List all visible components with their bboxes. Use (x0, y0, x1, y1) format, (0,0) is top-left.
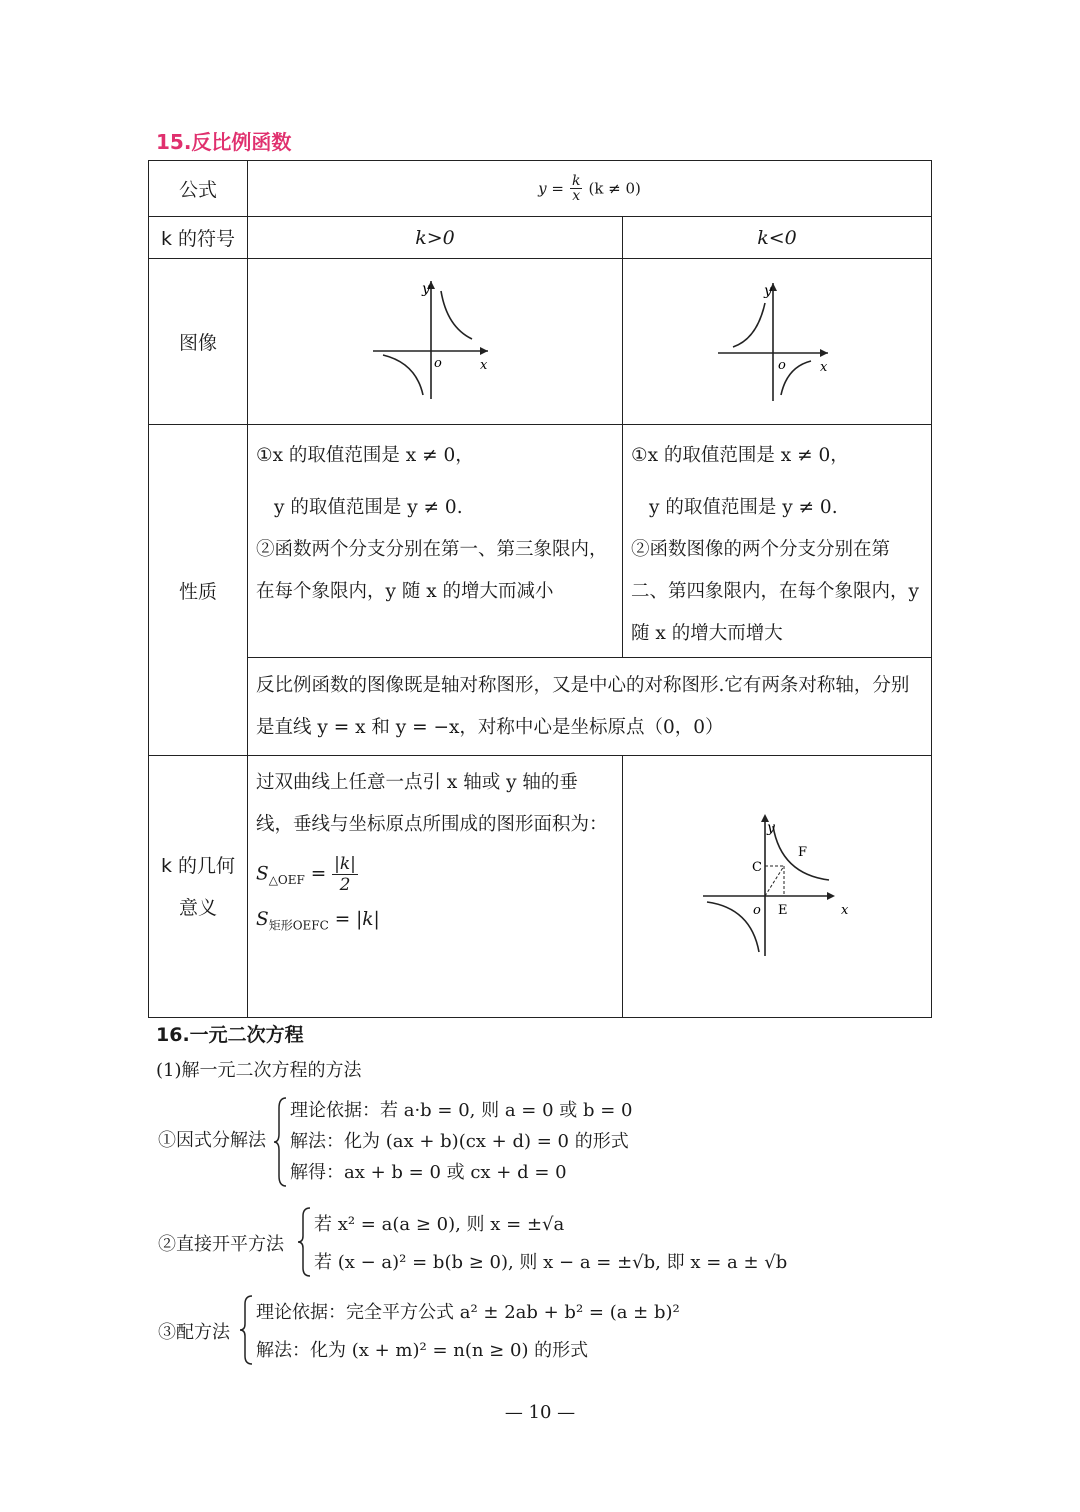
section-15-title: 15.反比例函数 (156, 130, 292, 154)
method-square-root-name: ②直接开平方法 (158, 1234, 284, 1255)
geo-y-label: y (767, 820, 775, 836)
geo-point-c: C (752, 860, 762, 875)
graph-k-positive (248, 259, 623, 425)
geo-point-f: F (798, 845, 808, 860)
graph-label: 图像 (149, 259, 248, 425)
symmetry-cell (248, 658, 932, 756)
page-number: — 10 — (504, 1402, 576, 1423)
inverse-function-table (148, 160, 932, 1018)
geometric-meaning-text-cell (248, 756, 623, 1018)
method-1-line-3: 解得：ax + b = 0 或 cx + d = 0 (290, 1162, 567, 1183)
graph1-origin-label: o (434, 356, 442, 371)
pos-prop-2: ②函数两个分支分别在第一、第三象限内，在每个象限内，y 随 x 的增大而减小 (256, 539, 608, 602)
rectangle-area-formula: $S_{矩形OEFC} = |k|$ (256, 909, 380, 933)
neg-prop-2: ②函数图像的两个分支分别在第二、第四象限内，在每个象限内，y 随 x 的增大而增大 (631, 539, 919, 644)
solving-methods-heading: (1)解一元二次方程的方法 (156, 1060, 362, 1081)
graph1-y-label: y (422, 281, 430, 297)
properties-k-positive (248, 425, 623, 658)
method-3-line-2: 解法：化为 (x + m)² = n(n ≥ 0) 的形式 (256, 1340, 589, 1361)
sign-label: k 的符号 (149, 217, 248, 259)
graph1-x-label: x (480, 358, 488, 373)
symmetry-text: 反比例函数的图像既是轴对称图形，又是中心的对称图形.它有两条对称轴，分别是直线 y = x 和 y = −x，对称中心是坐标原点（0，0） (256, 674, 910, 738)
hyperbola-quadrants-2-4-graph (623, 259, 932, 419)
triangle-area-formula: $S_{\triangle OEF}$ = $\frac{|k|}{2}$ (256, 854, 356, 895)
geometric-meaning-graph-cell (623, 756, 932, 1018)
hyperbola-quadrants-1-3-graph (248, 259, 623, 419)
method-1-line-1: 理论依据：若 a·b = 0, 则 a = 0 或 b = 0 (290, 1100, 633, 1121)
properties-label: 性质 (149, 425, 248, 756)
section-16-title: 16.一元二次方程 (156, 1024, 304, 1046)
geo-x-label: x (841, 903, 849, 918)
geo-origin-label: o (753, 903, 761, 918)
formula-prefix: y = (538, 179, 564, 198)
neg-prop-1b: y 的取值范围是 y ≠ 0. (649, 497, 838, 518)
graph2-origin-label: o (778, 358, 786, 373)
method-completing-square-name: ③配方法 (158, 1322, 230, 1343)
area-geometric-graph (623, 756, 932, 1012)
properties-k-negative (623, 425, 932, 658)
method-2-brace (296, 1206, 312, 1278)
k-negative: k<0 (623, 217, 932, 259)
neg-prop-1a: ①x 的取值范围是 x ≠ 0， (631, 445, 849, 466)
formula-fraction: $\frac{k}{x}$ (571, 173, 581, 204)
graph-k-negative (623, 259, 932, 425)
graph2-y-label: y (764, 283, 772, 299)
method-3-line-1: 理论依据：完全平方公式 a² ± 2ab + b² = (a ± b)² (256, 1302, 680, 1323)
geometric-meaning-label: k 的几何 意义 (149, 756, 248, 1018)
method-2-line-1: 若 x² = a(a ≥ 0), 则 x = ±√a (314, 1214, 565, 1235)
graph2-x-label: x (820, 360, 828, 375)
geo-point-e: E (778, 903, 788, 918)
k-positive: k>0 (248, 217, 623, 259)
formula-suffix: (k ≠ 0) (588, 179, 641, 198)
method-3-brace (238, 1294, 254, 1366)
formula-label: 公式 (149, 161, 248, 217)
geometric-meaning-text: 过双曲线上任意一点引 x 轴或 y 轴的垂线，垂线与坐标原点所围成的图形面积为： (256, 772, 608, 835)
method-1-line-2: 解法：化为 (ax + b)(cx + d) = 0 的形式 (290, 1131, 629, 1152)
method-2-line-2: 若 (x − a)² = b(b ≥ 0), 则 x − a = ±√b, 即 x = a ± √b (314, 1252, 788, 1273)
pos-prop-1b: y 的取值范围是 y ≠ 0. (274, 497, 463, 518)
pos-prop-1a: ①x 的取值范围是 x ≠ 0， (256, 445, 474, 466)
method-1-brace (272, 1096, 288, 1188)
method-factoring-name: ①因式分解法 (158, 1130, 266, 1151)
formula-cell (248, 161, 932, 217)
